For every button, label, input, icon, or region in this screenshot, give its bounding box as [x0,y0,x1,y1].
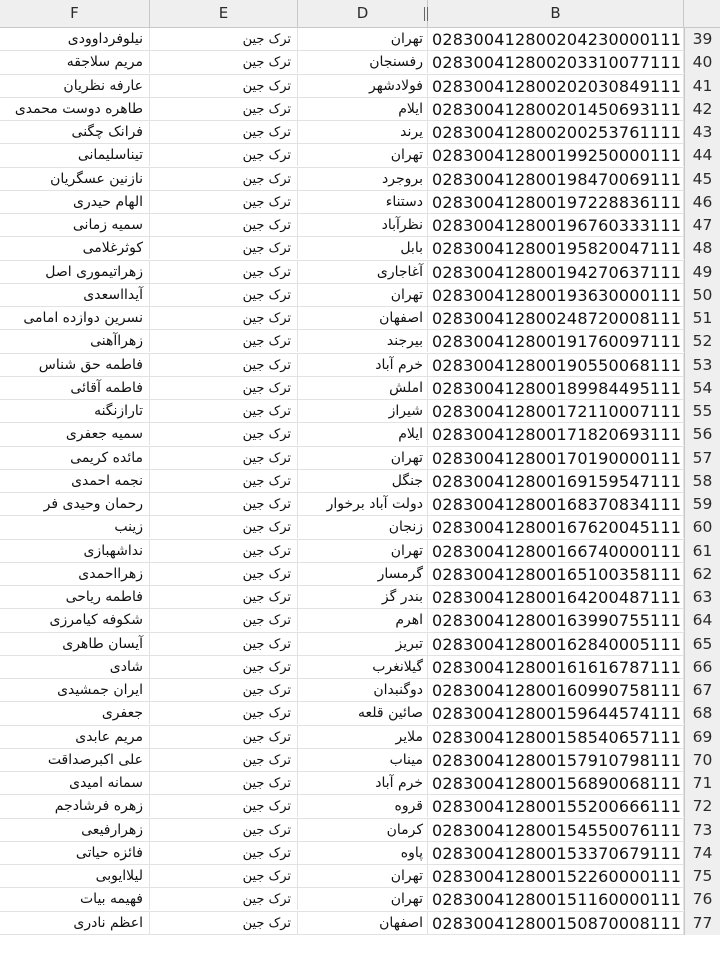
row-number[interactable]: 77 [684,912,720,935]
cell-city[interactable]: تهران [298,144,428,166]
cell-name[interactable]: تارازنگنه [0,400,150,422]
cell-city[interactable]: بیرجند [298,330,428,352]
cell-code[interactable]: 028300412800194270637111 [428,261,684,283]
cell-city[interactable]: جنگل [298,470,428,492]
cell-code[interactable]: 028300412800165100358111 [428,563,684,585]
table-row [0,98,720,121]
cell-code[interactable]: 028300412800202030849111 [428,75,684,97]
cell-product[interactable]: ترک جین [150,493,298,515]
cell-code[interactable]: 028300412800150870008111 [428,912,684,934]
cell-name[interactable]: فهیمه بیات [0,888,150,910]
table-row [0,470,720,493]
cell-product[interactable]: ترک جین [150,726,298,748]
table-row [0,842,720,865]
cell-city[interactable]: خرم آباد [298,354,428,376]
cell-name[interactable]: آیسان طاهری [0,633,150,655]
column-resize-handle[interactable] [424,7,428,21]
cell-city[interactable]: ملایر [298,726,428,748]
cell-city[interactable]: ایلام [298,423,428,445]
row-number[interactable]: 43 [684,121,720,144]
cell-city[interactable]: گیلانغرب [298,656,428,678]
cell-product[interactable]: ترک جین [150,470,298,492]
cell-city[interactable]: کرمان [298,819,428,841]
table-row [0,284,720,307]
row-number[interactable]: 63 [684,586,720,609]
row-number[interactable]: 49 [684,261,720,284]
cell-city[interactable]: تهران [298,540,428,562]
cell-code[interactable]: 028300412800198470069111 [428,168,684,190]
column-header-d[interactable]: D [298,0,428,27]
table-row [0,819,720,842]
cell-name[interactable]: نداشهبازی [0,540,150,562]
cell-name[interactable]: نیلوفرداوودی [0,28,150,50]
cell-code[interactable]: 028300412800152260000111 [428,865,684,887]
cell-code[interactable]: 028300412800156890068111 [428,772,684,794]
cell-city[interactable]: فولادشهر [298,75,428,97]
cell-name[interactable]: زینب [0,516,150,538]
cell-product[interactable]: ترک جین [150,563,298,585]
column-header-f[interactable]: F [0,0,150,27]
cell-name[interactable]: شادی [0,656,150,678]
cell-product[interactable]: ترک جین [150,842,298,864]
cell-code[interactable]: 028300412800248720008111 [428,307,684,329]
cell-code[interactable]: 028300412800166740000111 [428,540,684,562]
select-all-corner[interactable] [684,0,720,27]
row-number[interactable]: 64 [684,609,720,632]
table-row [0,772,720,795]
cell-name[interactable]: مریم عابدی [0,726,150,748]
cell-name[interactable]: فاطمه حق شناس [0,354,150,376]
cell-code[interactable]: 028300412800158540657111 [428,726,684,748]
table-row [0,51,720,74]
cell-code[interactable]: 028300412800193630000111 [428,284,684,306]
cell-name[interactable]: طاهره دوست محمدی [0,98,150,120]
row-number[interactable]: 65 [684,633,720,656]
cell-city[interactable]: خرم آباد [298,772,428,794]
cell-code[interactable]: 028300412800200253761111 [428,121,684,143]
cell-product[interactable]: ترک جین [150,284,298,306]
table-row [0,656,720,679]
cell-product[interactable]: ترک جین [150,772,298,794]
cell-city[interactable]: تبریز [298,633,428,655]
cell-city[interactable]: قروه [298,795,428,817]
row-number[interactable]: 59 [684,493,720,516]
cell-name[interactable]: زهراآهنی [0,330,150,352]
row-number[interactable]: 56 [684,423,720,446]
cell-name[interactable]: آیدااسعدی [0,284,150,306]
table-row [0,865,720,888]
row-number[interactable]: 55 [684,400,720,423]
table-row [0,563,720,586]
row-number[interactable]: 67 [684,679,720,702]
table-row [0,749,720,772]
row-number[interactable]: 50 [684,284,720,307]
cell-product[interactable]: ترک جین [150,633,298,655]
cell-code[interactable]: 028300412800157910798111 [428,749,684,771]
cell-code[interactable]: 028300412800162840005111 [428,633,684,655]
cell-name[interactable]: لیلاایوبی [0,865,150,887]
cell-product[interactable]: ترک جین [150,865,298,887]
cell-city[interactable]: ایلام [298,98,428,120]
cell-product[interactable]: ترک جین [150,75,298,97]
cell-name[interactable]: سمیه زمانی [0,214,150,236]
cell-name[interactable]: مریم سلاجقه [0,51,150,73]
cell-product[interactable]: ترک جین [150,191,298,213]
cell-name[interactable]: رحمان وحیدی فر [0,493,150,515]
cell-product[interactable]: ترک جین [150,330,298,352]
cell-city[interactable]: زنجان [298,516,428,538]
cell-code[interactable]: 028300412800170190000111 [428,447,684,469]
row-number[interactable]: 57 [684,447,720,470]
cell-name[interactable]: جعفری [0,702,150,724]
cell-name[interactable]: اعظم نادری [0,912,150,934]
table-row [0,75,720,98]
row-number[interactable]: 39 [684,28,720,51]
cell-name[interactable]: عارفه نظریان [0,75,150,97]
table-row [0,516,720,539]
row-number[interactable]: 45 [684,168,720,191]
table-row [0,447,720,470]
table-row [0,795,720,818]
row-number[interactable]: 51 [684,307,720,330]
cell-code[interactable]: 028300412800159644574111 [428,702,684,724]
cell-product[interactable]: ترک جین [150,377,298,399]
cell-name[interactable]: فائزه حیاتی [0,842,150,864]
cell-product[interactable]: ترک جین [150,307,298,329]
row-number[interactable]: 73 [684,819,720,842]
cell-city[interactable]: نظرآباد [298,214,428,236]
cell-name[interactable]: زهره فرشادجم [0,795,150,817]
cell-product[interactable]: ترک جین [150,168,298,190]
cell-city[interactable]: بروجرد [298,168,428,190]
cell-name[interactable]: فاطمه ریاحی [0,586,150,608]
row-number[interactable]: 75 [684,865,720,888]
cell-code[interactable]: 028300412800160990758111 [428,679,684,701]
cell-name[interactable]: فاطمه آقائی [0,377,150,399]
cell-code[interactable]: 028300412800189984495111 [428,377,684,399]
table-row [0,144,720,167]
cell-product[interactable]: ترک جین [150,540,298,562]
table-row [0,423,720,446]
row-number[interactable]: 71 [684,772,720,795]
cell-product[interactable]: ترک جین [150,214,298,236]
cell-code[interactable]: 028300412800172110007111 [428,400,684,422]
row-number[interactable]: 76 [684,888,720,911]
table-row [0,912,720,935]
row-number[interactable]: 40 [684,51,720,74]
cell-product[interactable]: ترک جین [150,237,298,259]
cell-product[interactable]: ترک جین [150,354,298,376]
row-number[interactable]: 58 [684,470,720,493]
cell-name[interactable]: فرانک چگنی [0,121,150,143]
table-row [0,540,720,563]
cell-name[interactable]: نسرین دوازده امامی [0,307,150,329]
cell-code[interactable]: 028300412800161616787111 [428,656,684,678]
row-number[interactable]: 72 [684,795,720,818]
cell-product[interactable]: ترک جین [150,819,298,841]
cell-code[interactable]: 028300412800204230000111 [428,28,684,50]
cell-name[interactable]: ایران جمشیدی [0,679,150,701]
row-number[interactable]: 52 [684,330,720,353]
table-row [0,493,720,516]
cell-code[interactable]: 028300412800201450693111 [428,98,684,120]
cell-city[interactable]: تهران [298,28,428,50]
cell-name[interactable]: زهرارفیعی [0,819,150,841]
cell-code[interactable]: 028300412800195820047111 [428,237,684,259]
cell-name[interactable]: مائده کریمی [0,447,150,469]
cell-name[interactable]: الهام حیدری [0,191,150,213]
cell-city[interactable]: اصفهان [298,912,428,934]
row-number[interactable]: 47 [684,214,720,237]
table-row [0,377,720,400]
table-row [0,679,720,702]
cell-city[interactable]: تهران [298,447,428,469]
cell-city[interactable]: تهران [298,865,428,887]
cell-city[interactable]: دوگنبدان [298,679,428,701]
cell-name[interactable]: سمانه امیدی [0,772,150,794]
row-number[interactable]: 61 [684,540,720,563]
row-number[interactable]: 48 [684,237,720,260]
cell-code[interactable]: 028300412800164200487111 [428,586,684,608]
table-row [0,330,720,353]
table-row [0,214,720,237]
table-row [0,237,720,260]
cell-product[interactable]: ترک جین [150,121,298,143]
cell-city[interactable]: رفسنجان [298,51,428,73]
cell-code[interactable]: 028300412800163990755111 [428,609,684,631]
table-row [0,633,720,656]
cell-product[interactable]: ترک جین [150,795,298,817]
cell-city[interactable]: صائین قلعه [298,702,428,724]
cell-code[interactable]: 028300412800169159547111 [428,470,684,492]
cell-name[interactable]: تیناسلیمانی [0,144,150,166]
row-number[interactable]: 69 [684,726,720,749]
cell-city[interactable]: تهران [298,284,428,306]
cell-code[interactable]: 028300412800190550068111 [428,354,684,376]
cell-product[interactable]: ترک جین [150,679,298,701]
table-row [0,702,720,725]
row-number[interactable]: 42 [684,98,720,121]
row-number[interactable]: 46 [684,191,720,214]
table-row [0,307,720,330]
cell-product[interactable]: ترک جین [150,447,298,469]
table-row [0,168,720,191]
cell-code[interactable]: 028300412800171820693111 [428,423,684,445]
cell-code[interactable]: 028300412800155200666111 [428,795,684,817]
cell-product[interactable]: ترک جین [150,51,298,73]
cell-name[interactable]: شکوفه کیامرزی [0,609,150,631]
cell-product[interactable]: ترک جین [150,656,298,678]
cell-product[interactable]: ترک جین [150,609,298,631]
table-row [0,354,720,377]
cell-city[interactable]: یرند [298,121,428,143]
cell-code[interactable]: 028300412800203310077111 [428,51,684,73]
table-row [0,586,720,609]
table-row [0,726,720,749]
cell-city[interactable]: اصفهان [298,307,428,329]
cell-city[interactable]: گرمسار [298,563,428,585]
cell-product[interactable]: ترک جین [150,423,298,445]
row-number[interactable]: 53 [684,354,720,377]
table-row [0,609,720,632]
row-number[interactable]: 41 [684,75,720,98]
table-row [0,261,720,284]
cell-city[interactable]: پاوه [298,842,428,864]
cell-product[interactable]: ترک جین [150,888,298,910]
cell-name[interactable]: سمیه جعفری [0,423,150,445]
cell-product[interactable]: ترک جین [150,98,298,120]
cell-name[interactable]: نازنین عسگریان [0,168,150,190]
cell-code[interactable]: 028300412800168370834111 [428,493,684,515]
cell-product[interactable]: ترک جین [150,400,298,422]
cell-name[interactable]: علی اکبرصداقت [0,749,150,771]
cell-name[interactable]: زهراتیموری اصل [0,261,150,283]
cell-name[interactable]: کوثرغلامی [0,237,150,259]
cell-city[interactable]: میناب [298,749,428,771]
row-number[interactable]: 54 [684,377,720,400]
cell-product[interactable]: ترک جین [150,702,298,724]
cell-product[interactable]: ترک جین [150,912,298,934]
table-row [0,121,720,144]
cell-code[interactable]: 028300412800154550076111 [428,819,684,841]
row-number[interactable]: 66 [684,656,720,679]
cell-city[interactable]: دولت آباد برخوار [298,493,428,515]
cell-code[interactable]: 028300412800151160000111 [428,888,684,910]
grid-rows [0,28,720,935]
table-row [0,888,720,911]
cell-city[interactable]: آغاجاری [298,261,428,283]
cell-city[interactable]: اهرم [298,609,428,631]
row-number[interactable]: 60 [684,516,720,539]
cell-code[interactable]: 028300412800199250000111 [428,144,684,166]
cell-product[interactable]: ترک جین [150,28,298,50]
cell-product[interactable]: ترک جین [150,144,298,166]
column-header-row [0,0,720,28]
row-number[interactable]: 68 [684,702,720,725]
cell-city[interactable]: تهران [298,888,428,910]
cell-name[interactable]: زهرااحمدی [0,563,150,585]
cell-city[interactable]: شیراز [298,400,428,422]
cell-product[interactable]: ترک جین [150,516,298,538]
table-row [0,191,720,214]
column-header-e[interactable]: E [150,0,298,27]
cell-city[interactable]: بابل [298,237,428,259]
row-number[interactable]: 62 [684,563,720,586]
cell-product[interactable]: ترک جین [150,749,298,771]
cell-city[interactable]: املش [298,377,428,399]
cell-city[interactable]: دستناء [298,191,428,213]
table-row [0,28,720,51]
cell-city[interactable]: بندر گز [298,586,428,608]
table-row [0,400,720,423]
cell-code[interactable]: 028300412800167620045111 [428,516,684,538]
cell-code[interactable]: 028300412800153370679111 [428,842,684,864]
column-header-b[interactable]: B [428,0,684,27]
cell-name[interactable]: نجمه احمدی [0,470,150,492]
cell-product[interactable]: ترک جین [150,586,298,608]
cell-code[interactable]: 028300412800196760333111 [428,214,684,236]
cell-code[interactable]: 028300412800197228836111 [428,191,684,213]
row-number[interactable]: 70 [684,749,720,772]
row-number[interactable]: 74 [684,842,720,865]
cell-product[interactable]: ترک جین [150,261,298,283]
cell-code[interactable]: 028300412800191760097111 [428,330,684,352]
row-number[interactable]: 44 [684,144,720,167]
